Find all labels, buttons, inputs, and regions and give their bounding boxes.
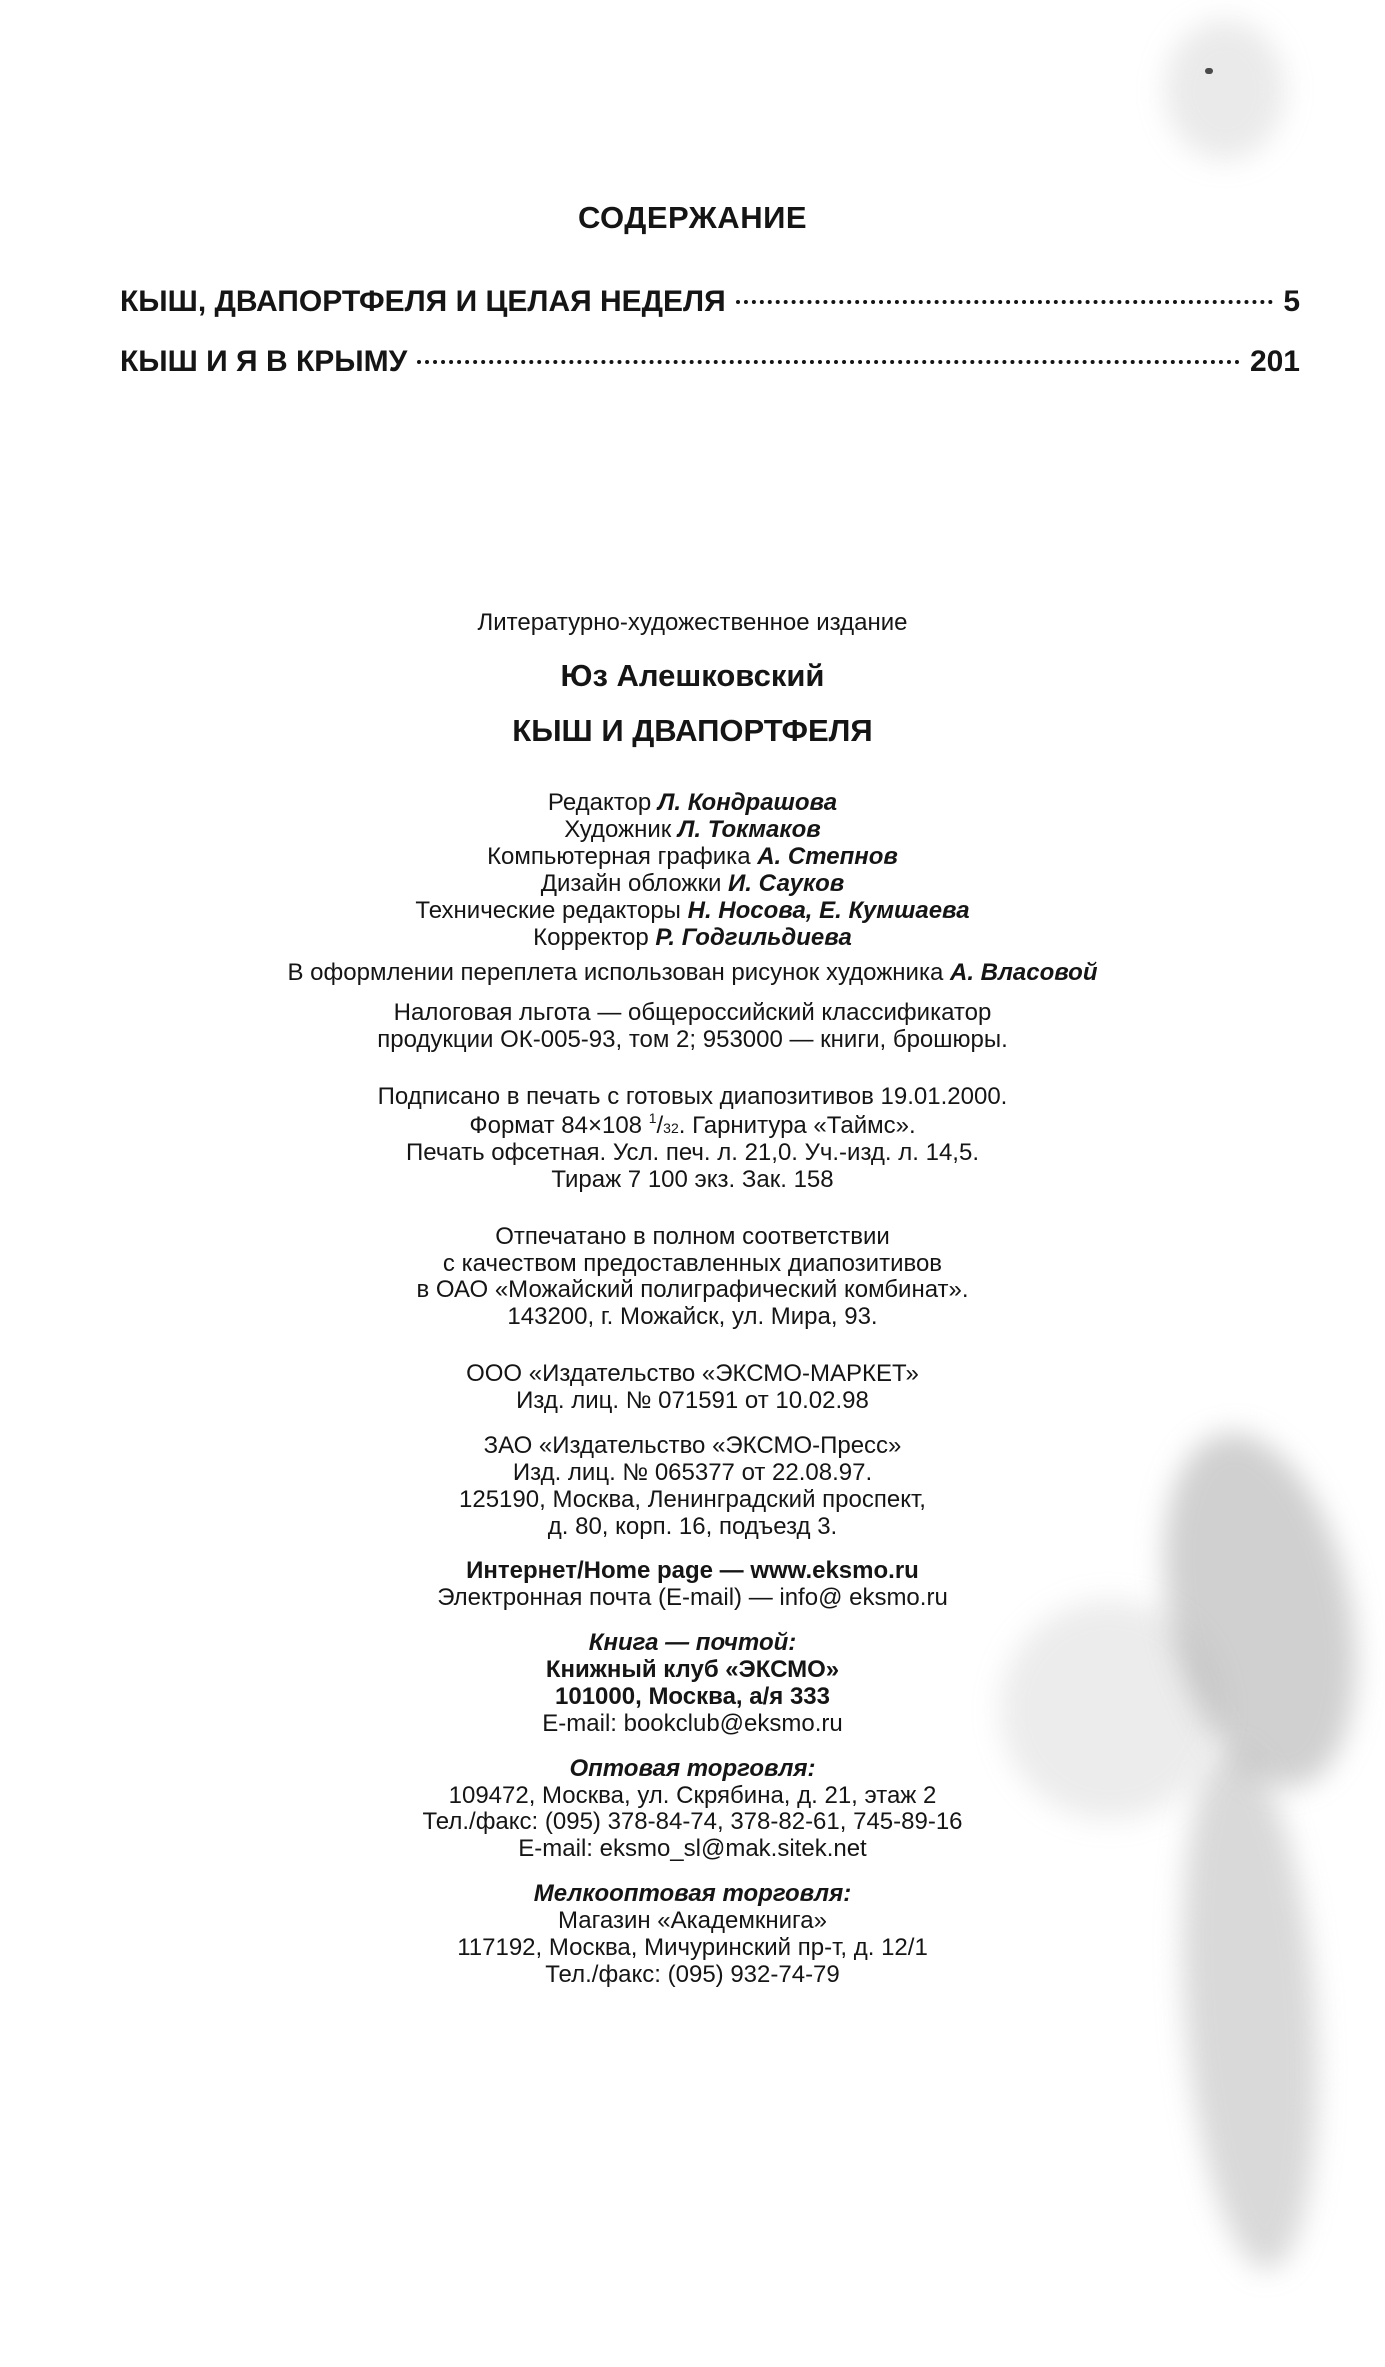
wholesale-phones: Тел./факс: (095) 378-84-74, 378-82-61, 745-89-16 [422, 1808, 963, 1836]
contacts [0, 1558, 1385, 1612]
staff-line [0, 790, 1385, 817]
staff-line [0, 844, 1385, 871]
book-title: КЫШ И ДВАПОРТФЕЛЯ [512, 712, 873, 748]
staff-role: Корректор [533, 923, 649, 951]
staff-name: Н. Носова, Е. Кумшаева [687, 896, 970, 924]
staff-name: И. Сауков [728, 869, 845, 897]
toc-entry-page: 201 [1249, 345, 1300, 378]
email-line: Электронная почта (E-mail) — info@ eksmo.ru [437, 1584, 948, 1612]
format-suffix: . Гарнитура «Таймс». [678, 1112, 916, 1140]
wholesale-heading: Оптовая торговля: [569, 1754, 816, 1782]
staff-line [0, 898, 1385, 925]
staff-line [0, 817, 1385, 844]
staff-name: Л. Токмаков [677, 816, 821, 844]
printer-line: Отпечатано в полном соответствии [495, 1222, 890, 1250]
cover-note [0, 960, 1385, 987]
staff-role: Дизайн обложки [540, 869, 722, 897]
staff-line [0, 925, 1385, 952]
wholesale [0, 1756, 1385, 1864]
staff-name: А. Степнов [757, 843, 898, 871]
publisher-line: 125190, Москва, Ленинградский проспект, [459, 1485, 926, 1513]
wholesale-email: E-mail: eksmo_sl@mak.sitek.net [518, 1835, 867, 1863]
staff-line [0, 871, 1385, 898]
publisher-line: ЗАО «Издательство «ЭКСМО-Пресс» [483, 1431, 902, 1459]
printer-info [0, 1224, 1385, 1332]
wholesale-address: 109472, Москва, ул. Скрябина, д. 21, этаж 2 [448, 1781, 937, 1809]
print-format-line: Формат 84×108 $^1$/32. Гарнитура «Таймс». [469, 1110, 916, 1140]
toc-entry [120, 285, 1300, 345]
shop-address: 117192, Москва, Мичуринский пр-т, д. 12/1 [457, 1933, 928, 1961]
cover-artist: А. Власовой [950, 958, 1098, 986]
printer-line: в ОАО «Можайский полиграфический комбинат». [416, 1276, 969, 1304]
small-wholesale-heading: Мелкооптовая торговля: [533, 1880, 852, 1908]
publisher-press [0, 1433, 1385, 1541]
edition-type: Литературно-художественное издание [477, 609, 908, 636]
mail-order [0, 1630, 1385, 1738]
mail-order-heading: Книга — почтой: [588, 1629, 797, 1657]
book-club-name: Книжный клуб «ЭКСМО» [545, 1656, 840, 1684]
staff-role: Редактор [547, 789, 652, 817]
scan-smudge-top [1165, 20, 1285, 160]
small-wholesale [0, 1881, 1385, 1989]
toc-entry-page: 5 [1283, 285, 1300, 318]
staff-name: Л. Кондрашова [657, 789, 838, 817]
contents-heading: СОДЕРЖАНИЕ [577, 200, 808, 235]
book-club-email: E-mail: bookclub@eksmo.ru [542, 1709, 843, 1737]
toc-entry-title: КЫШ, ДВАПОРТФЕЛЯ И ЦЕЛАЯ НЕДЕЛЯ [120, 285, 726, 318]
cover-note-text: В оформлении переплета использован рисунок художника [287, 958, 944, 986]
format-numerator: 1 [648, 1110, 657, 1127]
staff-role: Компьютерная графика [487, 843, 751, 871]
publisher-line: Изд. лиц. № 071591 от 10.02.98 [516, 1387, 869, 1415]
website-line: Интернет/Home page — www.eksmo.ru [466, 1557, 919, 1585]
print-info-line: Подписано в печать с готовых диапозитивов 19.01.2000. [377, 1083, 1008, 1111]
author-name: Юз Алешковский [560, 657, 825, 693]
staff-role: Художник [564, 816, 672, 844]
shop-name: Магазин «Академкнига» [558, 1907, 827, 1935]
table-of-contents [120, 285, 1300, 405]
staff-credits [0, 790, 1385, 951]
printer-line: с качеством предоставленных диапозитивов [442, 1249, 943, 1277]
imprint-block [0, 610, 1385, 2007]
toc-leader-dots [736, 300, 1274, 304]
toc-leader-dots [417, 360, 1240, 364]
publisher-market [0, 1361, 1385, 1415]
tax-line: продукции ОК-005-93, том 2; 953000 — книги, брошюры. [377, 1026, 1008, 1054]
printer-line: 143200, г. Можайск, ул. Мира, 93. [507, 1303, 878, 1331]
toc-entry [120, 345, 1300, 405]
print-info-line: Печать офсетная. Усл. печ. л. 21,0. Уч.-изд. л. 14,5. [406, 1138, 979, 1166]
format-denominator: 32 [663, 1120, 679, 1137]
shop-phones: Тел./факс: (095) 932-74-79 [545, 1960, 840, 1988]
tax-exemption [0, 1000, 1385, 1054]
toc-entry-title: КЫШ И Я В КРЫМУ [120, 345, 408, 378]
tax-line: Налоговая льгота — общероссийский классификатор [393, 999, 992, 1027]
publisher-line: Изд. лиц. № 065377 от 22.08.97. [512, 1458, 873, 1486]
publisher-line: ООО «Издательство «ЭКСМО-МАРКЕТ» [466, 1360, 919, 1388]
print-info [0, 1084, 1385, 1194]
scan-speck [1205, 68, 1213, 74]
print-info-line: Тираж 7 100 экз. Зак. 158 [551, 1165, 834, 1193]
book-club-address: 101000, Москва, а/я 333 [555, 1682, 830, 1710]
publisher-line: д. 80, корп. 16, подъезд 3. [547, 1512, 838, 1540]
format-prefix: Формат 84×108 [469, 1112, 649, 1140]
staff-name: Р. Годгильдиева [655, 923, 852, 951]
staff-role: Технические редакторы [415, 896, 681, 924]
